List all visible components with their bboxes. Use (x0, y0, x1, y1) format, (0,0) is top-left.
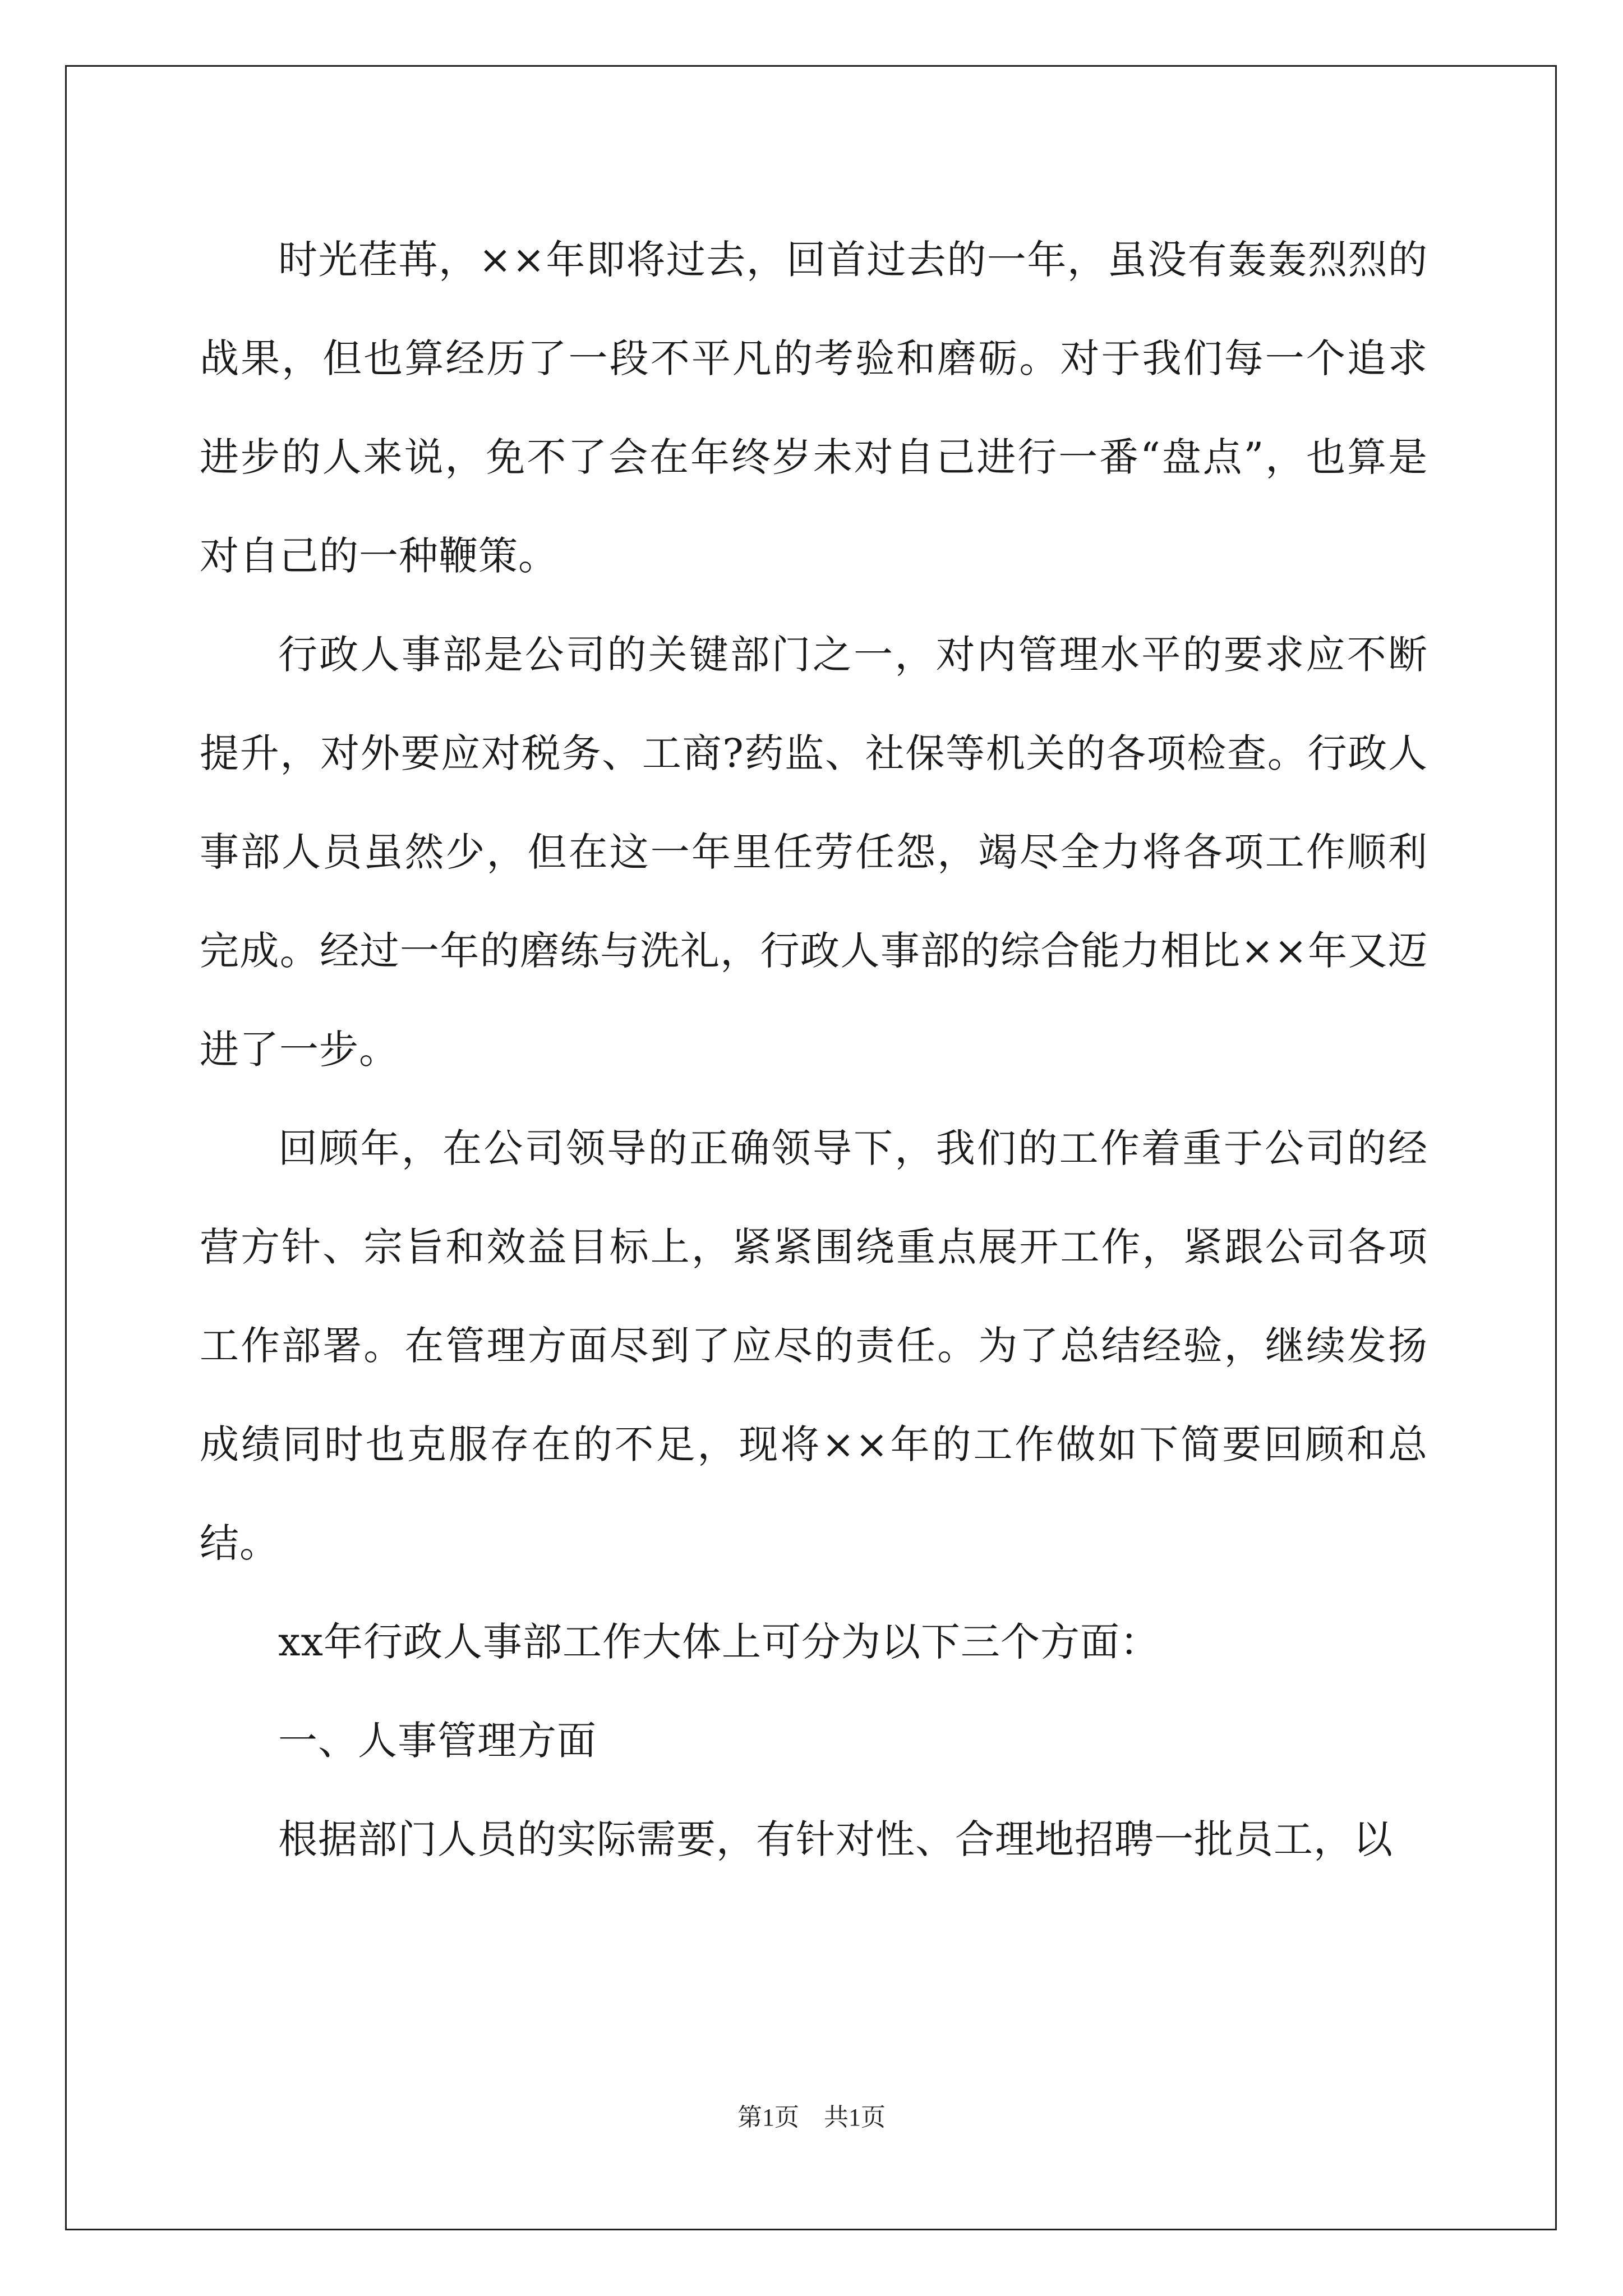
document-body (200, 210, 1428, 1889)
page-footer: 第1页 共1页 (737, 2104, 886, 2131)
section-heading-hr: 一、人事管理方面 (278, 1718, 597, 1764)
paragraph-review: 回顾年，在公司领导的正确领导下，我们的工作着重于公司的经营方针、宗旨和效益目标上，紧紧围绕重点展开工作，紧跟公司各项工作部署。在管理方面尽到了应尽的责任。为了总结经验，继续发扬成绩同时也克服存在的不足，现将××年的工作做如下简要回顾和总结。 (200, 1125, 1428, 1566)
paragraph-department: 行政人事部是公司的关键部门之一，对内管理水平的要求应不断提升，对外要应对税务、工商?药监、社保等机关的各项检查。行政人事部人员虽然少，但在这一年里任劳任怨，竭尽全力将各项工作顺利完成。经过一年的磨练与洗礼，行政人事部的综合能力相比××年又迈进了一步。 (200, 632, 1428, 1073)
paragraph-overview: xx年行政人事部工作大体上可分为以下三个方面： (278, 1619, 1160, 1665)
paragraph-recruitment: 根据部门人员的实际需要，有针对性、合理地招聘一批员工，以 (278, 1816, 1393, 1862)
paragraph-intro: 时光荏苒，××年即将过去，回首过去的一年，虽没有轰轰烈烈的战果，但也算经历了一段不平凡的考验和磨砺。对于我们每一个追求进步的人来说，免不了会在年终岁未对自己进行一番“盘点”，也算是对自己的一种鞭策。 (200, 237, 1428, 579)
